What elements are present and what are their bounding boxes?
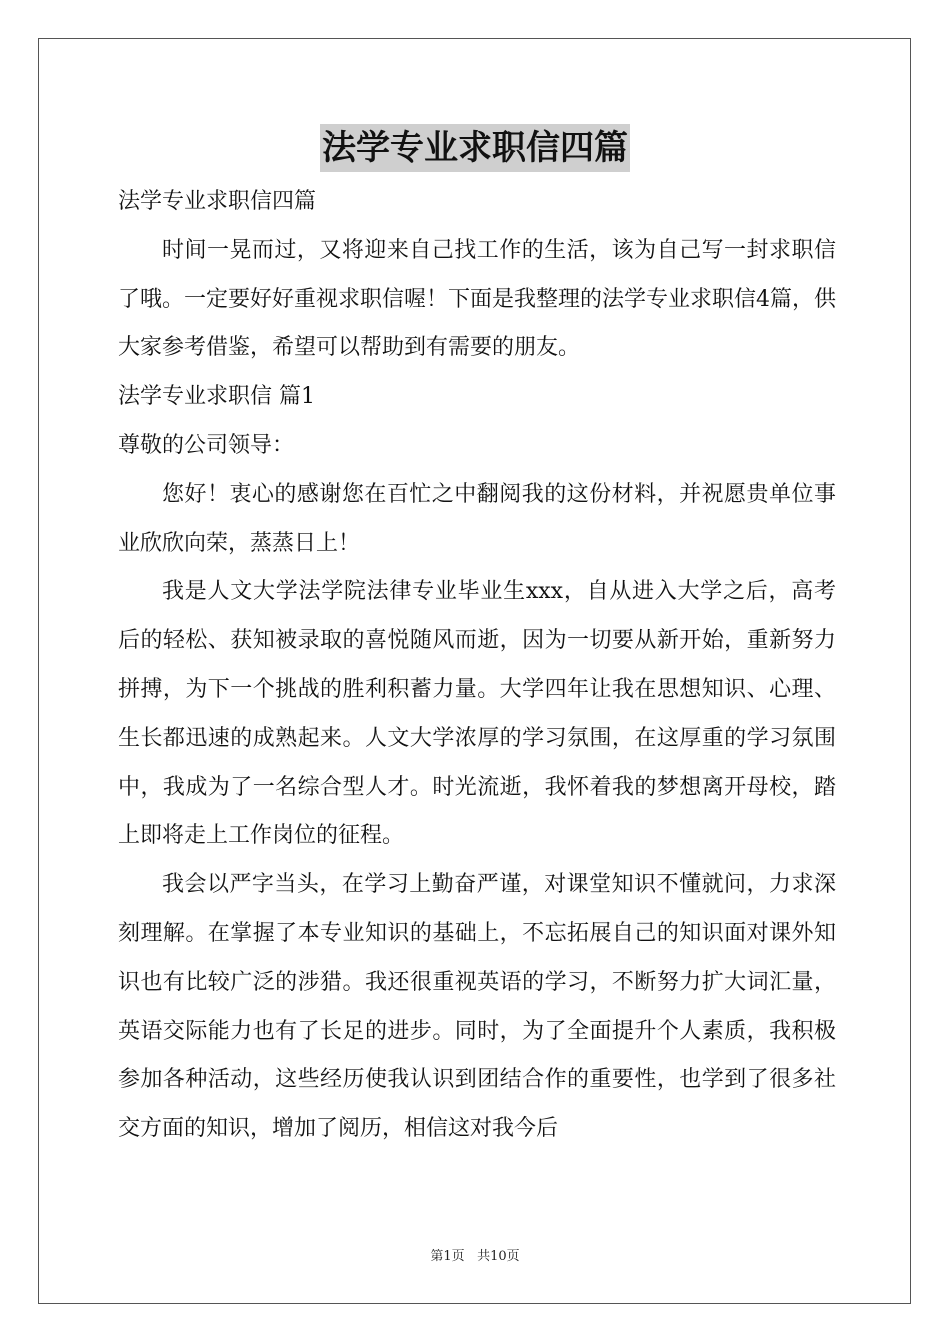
paragraph-background: 我是人文大学法学院法律专业毕业生xxx，自从进入大学之后，高考后的轻松、获知被录取的喜悦随风而逝，因为一切要从新开始，重新努力拼搏，为下一个挑战的胜利积蓄力量。大学四年让我在思想知识、心理、生长都迅速的成熟起来。人文大学浓厚的学习氛围，在这厚重的学习氛围中，我成为了一名综合型人才。时光流逝，我怀着我的梦想离开母校，踏上即将走上工作岗位的征程。 <box>118 579 836 849</box>
paragraph-intro: 时间一晃而过，又将迎来自己找工作的生活，该为自己写一封求职信了哦。一定要好好重视求职信喔！下面是我整理的法学专业求职信4篇，供大家参考借鉴，希望可以帮助到有需要的朋友。 <box>118 237 836 361</box>
paragraph-study: 我会以严字当头，在学习上勤奋严谨，对课堂知识不懂就问，力求深刻理解。在掌握了本专业知识的基础上，不忘拓展自己的知识面对课外知识也有比较广泛的涉猎。我还很重视英语的学习，不断努力扩大词汇量，英语交际能力也有了长足的进步。同时，为了全面提升个人素质，我积极参加各种活动，这些经历使我认识到团结合作的重要性，也学到了很多社交方面的知识，增加了阅历，相信这对我今后 <box>118 872 836 1142</box>
title-container <box>0 124 950 172</box>
page-footer <box>0 1248 950 1266</box>
paragraph-subtitle: 法学专业求职信四篇 <box>118 189 317 214</box>
paragraph-greeting: 您好！衷心的感谢您在百忙之中翻阅我的这份材料，并祝愿贵单位事业欣欣向荣，蒸蒸日上！ <box>118 481 836 556</box>
paragraph-salutation: 尊敬的公司领导： <box>118 432 295 458</box>
document-body <box>118 178 836 1154</box>
page-number: 第1页 <box>430 1249 465 1264</box>
paragraph-section-heading: 法学专业求职信 篇1 <box>118 384 315 410</box>
document-title: 法学专业求职信四篇 <box>320 124 630 172</box>
page-total: 共10页 <box>477 1249 520 1264</box>
